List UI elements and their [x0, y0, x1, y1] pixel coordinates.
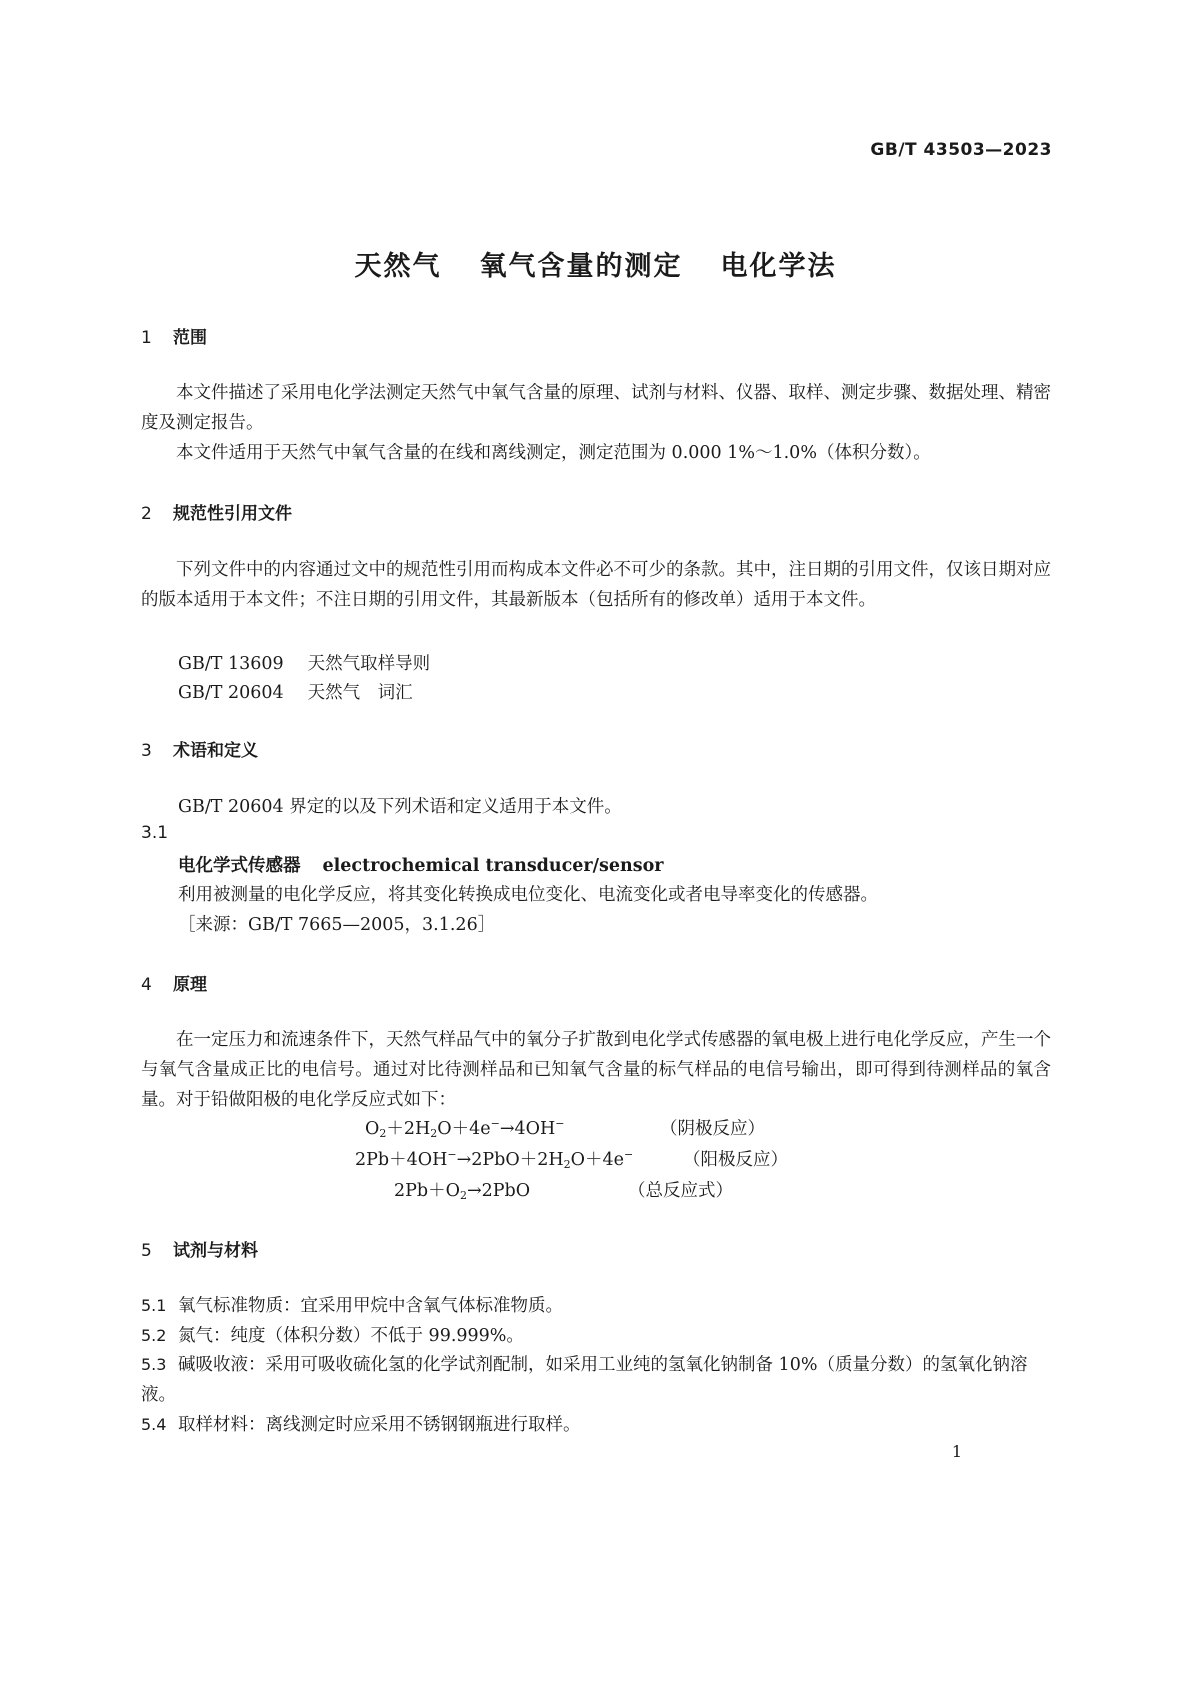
page-number: 1 — [951, 1442, 962, 1461]
list-item — [141, 1350, 1051, 1410]
section-number: 2 — [141, 504, 152, 524]
title-part-1: 天然气 — [354, 251, 442, 282]
section-number: 1 — [141, 328, 152, 348]
title-part-2: 氧气含量的测定 — [479, 251, 683, 282]
section-4-heading — [141, 970, 207, 995]
item-number: 5.4 — [141, 1415, 167, 1434]
section-number: 5 — [141, 1241, 152, 1261]
section-title: 规范性引用文件 — [173, 504, 292, 524]
section-number: 3 — [141, 741, 152, 761]
reference-code: GB/T 13609 — [178, 654, 284, 674]
item-text: 氮气：纯度（体积分数）不低于 99.999%。 — [178, 1326, 524, 1346]
section-2-heading — [141, 499, 292, 524]
section-title: 原理 — [173, 975, 207, 995]
item-number: 5.1 — [141, 1296, 167, 1315]
reference-name: 天然气取样导则 — [307, 654, 431, 674]
standard-code: GB/T 43503—2023 — [870, 140, 1052, 160]
term-number: 3.1 — [141, 823, 169, 843]
title-part-3: 电化学法 — [720, 251, 837, 282]
term-chinese: 电化学式传感器 — [178, 856, 301, 876]
equation-label: （阳极反应） — [683, 1150, 788, 1170]
paragraph: 在一定压力和流速条件下，天然气样品气中的氧分子扩散到电化学式传感器的氧电极上进行电化学反应，产生一个与氧气含量成正比的电信号。通过对比待测样品和已知氧气含量的标气样品的电信号输出，即可得到待测样品的氧含量。对于铅做阳极的电化学反应式如下： — [141, 1030, 1051, 1110]
section-title: 试剂与材料 — [173, 1241, 258, 1261]
paragraph: 本文件适用于天然气中氧气含量的在线和离线测定，测定范围为 0.000 1%～1.0%（体积分数）。 — [176, 443, 931, 463]
normative-reference — [178, 650, 430, 675]
normative-reference — [178, 679, 413, 704]
equation-label: （总反应式） — [628, 1181, 733, 1201]
section-1-body — [141, 378, 1051, 468]
equation-cathode: $O_2+2H_2O+4e^-\to 4OH^-$ — [365, 1117, 565, 1140]
equation-overall: $2Pb+O_2\to 2PbO$ — [394, 1181, 531, 1202]
paragraph: 本文件描述了采用电化学法测定天然气中氧气含量的原理、试剂与材料、仪器、取样、测定步骤、数据处理、精密度及测定报告。 — [141, 383, 1051, 433]
section-2-body — [141, 555, 1051, 615]
reference-code: GB/T 20604 — [178, 683, 284, 703]
equation-anode: $2Pb+4OH^-\to 2PbO+2H_2O+4e^-$ — [355, 1148, 634, 1171]
paragraph: 下列文件中的内容通过文中的规范性引用而构成本文件必不可少的条款。其中，注日期的引用文件，仅该日期对应的版本适用于本文件；不注日期的引用文件，其最新版本（包括所有的修改单）适用于本文件。 — [141, 560, 1051, 610]
equation-label: （阴极反应） — [660, 1119, 765, 1139]
reference-name: 天然气 词汇 — [307, 683, 413, 703]
list-item — [141, 1321, 1051, 1351]
section-title: 范围 — [173, 328, 207, 348]
item-text: 取样材料：离线测定时应采用不锈钢钢瓶进行取样。 — [178, 1415, 581, 1435]
item-text: 碱吸收液：采用可吸收硫化氢的化学试剂配制，如采用工业纯的氢氧化钠制备 10%（质量分数）的氢氧化钠溶液。 — [141, 1355, 1028, 1405]
terms-intro: GB/T 20604 界定的以及下列术语和定义适用于本文件。 — [178, 797, 622, 817]
term-heading — [178, 852, 664, 877]
section-number: 4 — [141, 975, 152, 995]
section-5-heading — [141, 1236, 258, 1261]
term-definition: 利用被测量的电化学反应，将其变化转换成电位变化、电流变化或者电导率变化的传感器。 — [178, 885, 878, 905]
section-3-heading — [141, 736, 258, 761]
document-title — [0, 244, 1191, 283]
section-title: 术语和定义 — [173, 741, 258, 761]
list-item — [141, 1291, 1051, 1321]
term-source: ［来源：GB/T 7665—2005，3.1.26］ — [178, 915, 496, 935]
list-item — [141, 1410, 1051, 1440]
section-1-heading — [141, 323, 207, 348]
item-text: 氧气标准物质：宜采用甲烷中含氧气体标准物质。 — [178, 1296, 563, 1316]
section-4-body — [141, 1025, 1051, 1115]
item-number: 5.3 — [141, 1355, 167, 1374]
term-english: electrochemical transducer/sensor — [322, 856, 664, 876]
item-number: 5.2 — [141, 1326, 167, 1345]
